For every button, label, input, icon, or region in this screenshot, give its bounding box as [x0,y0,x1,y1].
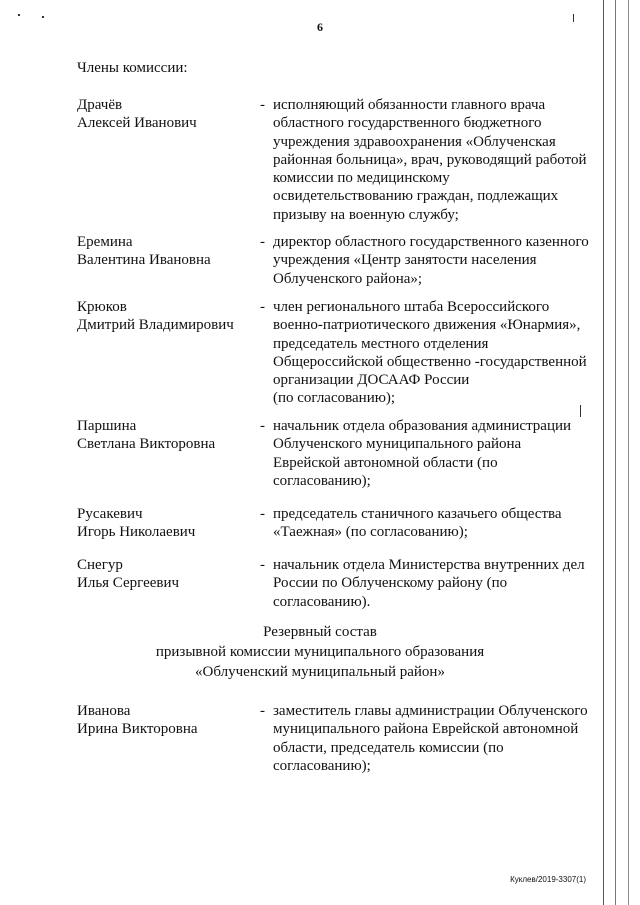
role-line: исполняющий обязанности главного врача [273,97,546,113]
member-name [77,96,257,133]
reserve-heading-line: Резервный состав [263,624,377,640]
member-name [77,233,257,270]
member-given-names: Алексей Иванович [77,115,197,132]
member-role [273,556,597,611]
member-name [77,298,257,335]
scan-edge-line [628,0,629,905]
role-line: Облученского района»; [273,270,423,287]
member-given-names: Игорь Николаевич [77,524,196,541]
role-line: освидетельствованию граждан, подлежащих [273,188,559,205]
list-dash: - [260,299,265,315]
role-line: член регионального штаба Всероссийского [273,299,550,315]
role-line: учреждения здравоохранения «Облученская [273,133,556,150]
page-number: 6 [317,20,323,34]
scan-speck [18,14,20,16]
role-line: согласованию); [273,757,371,774]
role-line: председатель местного отделения [273,335,489,352]
role-line: заместитель главы администрации Облученского [273,703,588,719]
role-line: комиссии по медицинскому [273,170,450,187]
role-line: призыву на военную службу; [273,206,459,223]
member-given-names: Светлана Викторовна [77,436,216,453]
scan-speck [42,16,44,18]
list-dash: - [260,234,265,250]
member-role [273,702,597,775]
role-line: районная больница», врач, руководящий работой [273,151,587,168]
role-line: председатель станичного казачьего общества [273,506,562,522]
member-role [273,96,597,224]
list-dash: - [260,97,265,113]
member-role [273,505,597,542]
member-role [273,417,597,490]
member-name [77,556,257,593]
list-dash: - [260,506,265,522]
member-surname: Еремина [77,234,133,250]
role-line: Облученского муниципального района [273,436,522,453]
role-line: областного государственного бюджетного [273,115,542,132]
role-line: организации ДОСААФ России [273,372,470,389]
role-line: «Таежная» (по согласованию); [273,524,468,541]
role-line: России по Облученскому району (по [273,575,508,592]
role-line: муниципального района Еврейской автономной [273,721,579,738]
reserve-heading-line: призывной комиссии муниципального образования [155,644,485,660]
member-name [77,417,257,454]
member-role [273,233,597,288]
role-line: начальник отдела Министерства внутренних дел [273,557,585,573]
member-surname: Снегур [77,557,123,573]
list-dash: - [260,557,265,573]
member-role [273,298,597,408]
role-line: Еврейской автономной области (по [273,454,498,471]
role-line: директор областного государственного казенного [273,234,589,250]
member-given-names: Валентина Ивановна [77,252,211,269]
role-line: области, председатель комиссии (по [273,739,504,756]
member-given-names: Ирина Викторовна [77,721,198,738]
member-surname: Паршина [77,418,137,434]
role-line: (по согласованию); [273,390,396,407]
scan-edge-line [603,0,604,905]
member-surname: Иванова [77,703,131,719]
role-line: начальник отдела образования администрации [273,418,572,434]
reserve-heading-line: «Облученский муниципальный район» [195,664,445,680]
member-surname: Драчёв [77,97,123,113]
reserve-heading [0,622,640,682]
footer-document-code: Куклев/2019-3307(1) [510,875,586,884]
member-name [77,702,257,739]
member-given-names: Дмитрий Владимирович [77,317,234,334]
role-line: учреждения «Центр занятости населения [273,252,537,269]
member-surname: Русакевич [77,506,143,522]
list-dash: - [260,703,265,719]
role-line: военно-патриотического движения «Юнармия», [273,317,581,334]
list-dash: - [260,418,265,434]
role-line: Общероссийской общественно -государственной [273,353,587,370]
member-name [77,505,257,542]
role-line: согласованию). [273,593,371,610]
member-given-names: Илья Сергеевич [77,575,180,592]
scan-edge-line [615,0,616,905]
role-line: согласованию); [273,472,371,489]
members-heading: Члены комиссии: [77,60,188,76]
member-surname: Крюков [77,299,127,315]
